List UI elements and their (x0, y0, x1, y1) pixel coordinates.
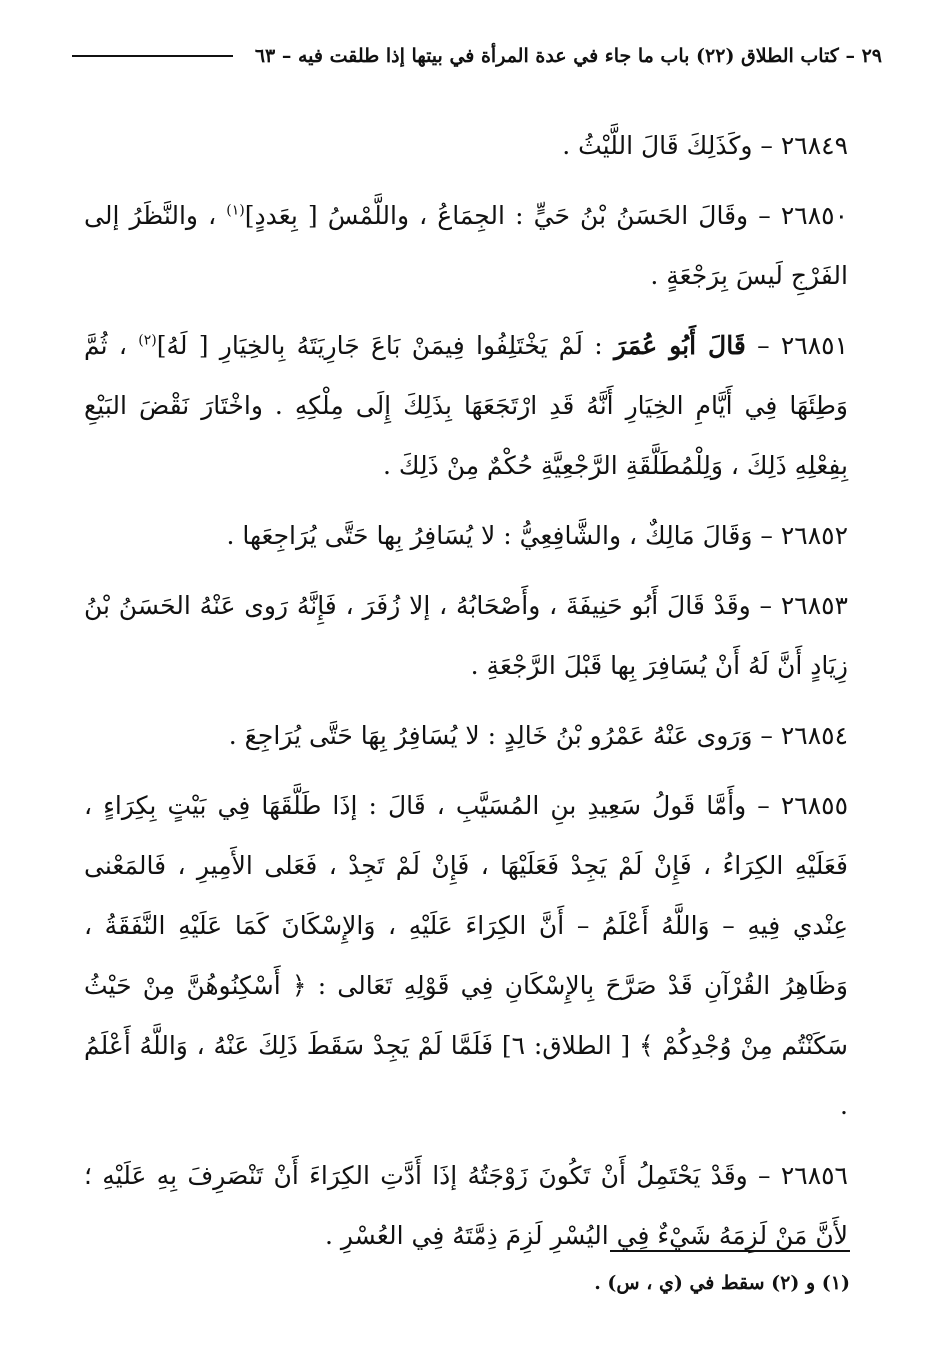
paragraph-26856 (84, 1146, 848, 1266)
paragraph-number: ٢٦٨٥٤ (780, 721, 848, 750)
speaker-name: قَالَ أَبُو عُمَرَ (613, 331, 746, 360)
header-rule (72, 55, 233, 57)
footnote-rule (610, 1250, 850, 1252)
dash: – (745, 331, 770, 360)
main-text (84, 116, 848, 1276)
paragraph-26851 (84, 316, 848, 496)
paragraph-number: ٢٦٨٥٦ (780, 1161, 848, 1190)
footnote-ref-2: (٢) (138, 332, 157, 349)
paragraph-text: – وأَمَّا قَولُ سَعِيدِ بنِ المُسَيَّبِ ، قَالَ : إذَا طَلَّقَهَا فِي بَيْتٍ بِكِرَاءٍ ، فَعَلَيْهِ الكِرَاءُ ، فَإِنْ لَمْ يَجِدْ فَعَلَيْهَا ، فَإِنْ لَمْ تَجِدْ ، فَعَلى الأَمِيرِ ، فَالمَعْنى عِنْدي فِيهِ – وَاللَّهُ أَعْلَمُ – أَنَّ الكِرَاءَ عَلَيْهِ ، وَالإِسْكَانَ كَمَا عَلَيْهِ النَّفَقَةُ ، وَظَاهِرُ القُرْآنِ قَدْ صَرَّحَ بِالإِسْكَانِ فِي قَوْلِهِ تَعَالى : ﴿ أَسْكِنُوهُنَّ مِنْ حَيْثُ سَكَنْتُم مِنْ وُجْدِكُمْ ﴾ [ الطلاق: ٦] فَلَمَّا لَمْ يَجِدْ سَقَطَ ذَلِكَ عَنْهُ ، وَاللَّهُ أَعْلَمُ . (84, 791, 849, 1120)
paragraph-26855 (84, 776, 848, 1136)
paragraph-26853 (84, 576, 848, 696)
paragraph-text: – وقَالَ الحَسَنُ بْنُ حَيٍّ : الجِمَاعُ ، واللَّمْسُ [ بِعَددٍ] (244, 201, 771, 230)
paragraph-number: ٢٦٨٥١ (780, 331, 849, 360)
footnote: (١) و (٢) سقط في (ي ، س) . (594, 1272, 850, 1294)
paragraph-text: – وقَدْ قَالَ أَبُو حَنِيفَةَ ، وأَصْحَابُهُ ، إلا زُفَرَ ، فَإِنَّهُ رَوى عَنْهُ الحَسَنُ بْنُ زِيَادٍ أَنَّ لَهُ أَنْ يُسَافِرَ بِها قَبْلَ الرَّجْعَةِ . (84, 591, 848, 680)
paragraph-26854 (84, 706, 848, 766)
paragraph-26850 (84, 186, 848, 306)
running-header (72, 36, 882, 76)
paragraph-text: – وكَذَلِكَ قَالَ اللَّيْثُ . (562, 131, 773, 160)
header-title: ٢٩ – كتاب الطلاق (٢٢) باب ما جاء في عدة المرأة في بيتها إذا طلقت فيه – ٦٣ (254, 45, 882, 67)
paragraph-text: : لَمْ يَخْتَلِفُوا فِيمَنْ بَاعَ جَارِيَتَهُ بِالخِيَارِ [ لَهُ] (156, 331, 614, 360)
paragraph-text-cont: ، ثُمَّ وَطِئَهَا فِي أَيَّامِ الخِيَارِ أَنَّهُ قَدِ ارْتَجَعَهَا بِذَلِكَ إِلَى مِلْكِهِ . واخْتَارَ نَقْضَ البَيْعِ بِفِعْلِهِ ذَلِكَ ، وَلِلْمُطَلَّقَةِ الرَّجْعِيَّةِ حُكْمٌ مِنْ ذَلِكَ . (84, 331, 848, 480)
paragraph-number: ٢٦٨٥٢ (780, 521, 848, 550)
paragraph-26852 (84, 506, 848, 566)
paragraph-text: – وَرَوى عَنْهُ عَمْرُو بْنُ خَالِدٍ : لا يُسَافِرُ بِهَا حَتَّى يُرَاجِعَ . (228, 721, 773, 750)
footnote-ref-1: (١) (226, 202, 245, 219)
paragraph-number: ٢٦٨٥٠ (780, 201, 848, 230)
paragraph-text: – وَقَالَ مَالِكٌ ، والشَّافِعِيُّ : لا يُسَافِرُ بِها حَتَّى يُرَاجِعَها . (226, 521, 773, 550)
paragraph-26849 (84, 116, 848, 176)
paragraph-number: ٢٦٨٤٩ (780, 131, 848, 160)
paragraph-text: – وقَدْ يَحْتَمِلُ أَنْ تَكُونَ زَوْجَتُهُ إذَا أَدَّتِ الكِرَاءَ أَنْ تَنْصَرِفَ بِهِ عَلَيْهِ ؛ لأَنَّ مَنْ لَزِمَهُ شَيْءٌ فِي اليُسْرِ لَزِمَ ذِمَّتَهُ فِي العُسْرِ . (84, 1161, 848, 1250)
paragraph-number: ٢٦٨٥٥ (780, 791, 848, 820)
paragraph-text-cont: ، والنَّظَرُ إلى الفَرْجِ لَيسَ بِرَجْعَةٍ . (84, 201, 848, 290)
paragraph-number: ٢٦٨٥٣ (780, 591, 848, 620)
